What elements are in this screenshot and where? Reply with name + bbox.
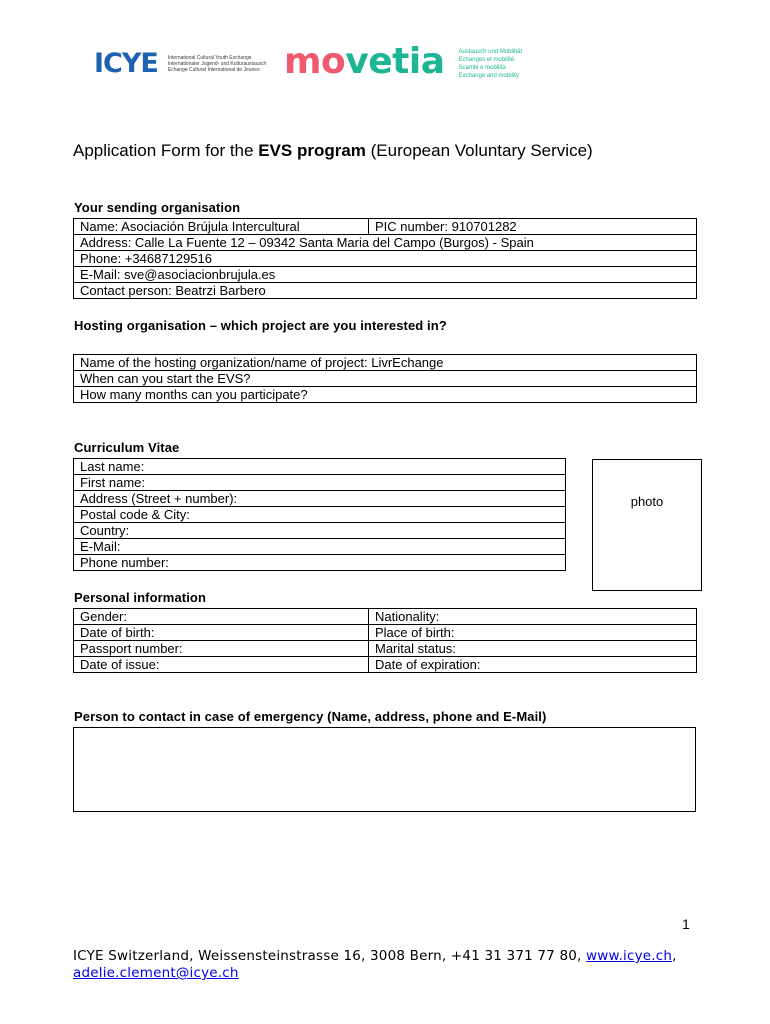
title-program: EVS program	[258, 141, 366, 160]
cv-first-name-cell[interactable]: First name:	[74, 475, 566, 491]
cv-last-name-cell[interactable]: Last name:	[74, 459, 566, 475]
movetia-word-part: ve	[345, 41, 393, 82]
movetia-tagline-line: Exchange and mobility	[458, 73, 519, 79]
title-suffix: (European Voluntary Service)	[365, 141, 593, 160]
sending-phone-cell[interactable]: Phone: +34687129516	[74, 251, 697, 267]
place-of-birth-cell[interactable]: Place of birth:	[369, 625, 697, 641]
sending-org-heading: Your sending organisation	[74, 200, 241, 215]
sending-contact-cell[interactable]: Contact person: Beatrzi Barbero	[74, 283, 697, 299]
sending-org-table	[73, 218, 697, 299]
hosting-project-cell[interactable]: Name of the hosting organization/name of project: LivrEchange	[74, 355, 697, 371]
website-link[interactable]: www.icye.ch	[586, 948, 673, 964]
movetia-tagline-line: Echanges et mobilité	[458, 57, 515, 63]
icye-tagline-line: Echange Culturel International de Jeunes	[167, 67, 260, 73]
cv-phone-cell[interactable]: Phone number:	[74, 555, 566, 571]
photo-label: photo	[630, 494, 664, 509]
sending-address-cell[interactable]: Address: Calle La Fuente 12 – 09342 Santa Maria del Campo (Burgos) - Spain	[74, 235, 697, 251]
movetia-logo	[284, 40, 522, 84]
icye-logo	[94, 50, 266, 78]
movetia-word-part: mo	[284, 41, 346, 82]
sending-email-cell[interactable]: E-Mail: sve@asociacionbrujula.es	[74, 267, 697, 283]
emergency-contact-heading: Person to contact in case of emergency (Name, address, phone and E-Mail)	[74, 709, 547, 724]
icye-tagline-line: International Cultural Youth Exchange	[167, 55, 252, 61]
emergency-contact-field[interactable]	[73, 727, 696, 812]
gender-cell[interactable]: Gender:	[74, 609, 369, 625]
personal-info-heading: Personal information	[74, 590, 207, 605]
footer	[73, 948, 677, 982]
page-title	[73, 141, 593, 161]
marital-status-cell[interactable]: Marital status:	[369, 641, 697, 657]
passport-number-cell[interactable]: Passport number:	[74, 641, 369, 657]
sending-name-cell[interactable]: Name: Asociación Brújula Intercultural	[74, 219, 369, 235]
sending-pic-cell[interactable]: PIC number: 910701282	[369, 219, 697, 235]
hosting-months-cell[interactable]: How many months can you participate?	[74, 387, 697, 403]
cv-email-cell[interactable]: E-Mail:	[74, 539, 566, 555]
movetia-tagline-line: Scambi e mobilità	[458, 65, 506, 71]
date-of-expiration-cell[interactable]: Date of expiration:	[369, 657, 697, 673]
movetia-tagline-line: Austausch und Mobilität	[458, 49, 523, 55]
nationality-cell[interactable]: Nationality:	[369, 609, 697, 625]
date-of-birth-cell[interactable]: Date of birth:	[74, 625, 369, 641]
hosting-start-cell[interactable]: When can you start the EVS?	[74, 371, 697, 387]
cv-table	[73, 458, 566, 571]
page-number: 1	[682, 916, 690, 932]
hosting-org-heading: Hosting organisation – which project are you interested in?	[74, 318, 447, 333]
icye-tagline-line: Internationaler Jugend- und Kulturaustausch	[167, 61, 267, 67]
date-of-issue-cell[interactable]: Date of issue:	[74, 657, 369, 673]
movetia-tagline	[458, 48, 522, 80]
movetia-word-part: tia	[392, 41, 445, 82]
title-prefix: Application Form for the	[73, 141, 259, 160]
cv-country-cell[interactable]: Country:	[74, 523, 566, 539]
icye-tagline	[168, 55, 266, 73]
cv-address-cell[interactable]: Address (Street + number):	[74, 491, 566, 507]
email-link[interactable]: adelie.clement@icye.ch	[73, 965, 239, 981]
cv-heading: Curriculum Vitae	[74, 440, 180, 455]
personal-info-table	[73, 608, 697, 673]
cv-postal-city-cell[interactable]: Postal code & City:	[74, 507, 566, 523]
hosting-org-table	[73, 354, 697, 403]
footer-separator: ,	[672, 948, 677, 964]
movetia-wordmark	[284, 40, 444, 84]
footer-address: ICYE Switzerland, Weissensteinstrasse 16, 3008 Bern, +41 31 371 77 80,	[73, 948, 587, 964]
photo-box[interactable]	[592, 459, 702, 591]
icye-logo-mark: ICYE	[94, 48, 158, 79]
